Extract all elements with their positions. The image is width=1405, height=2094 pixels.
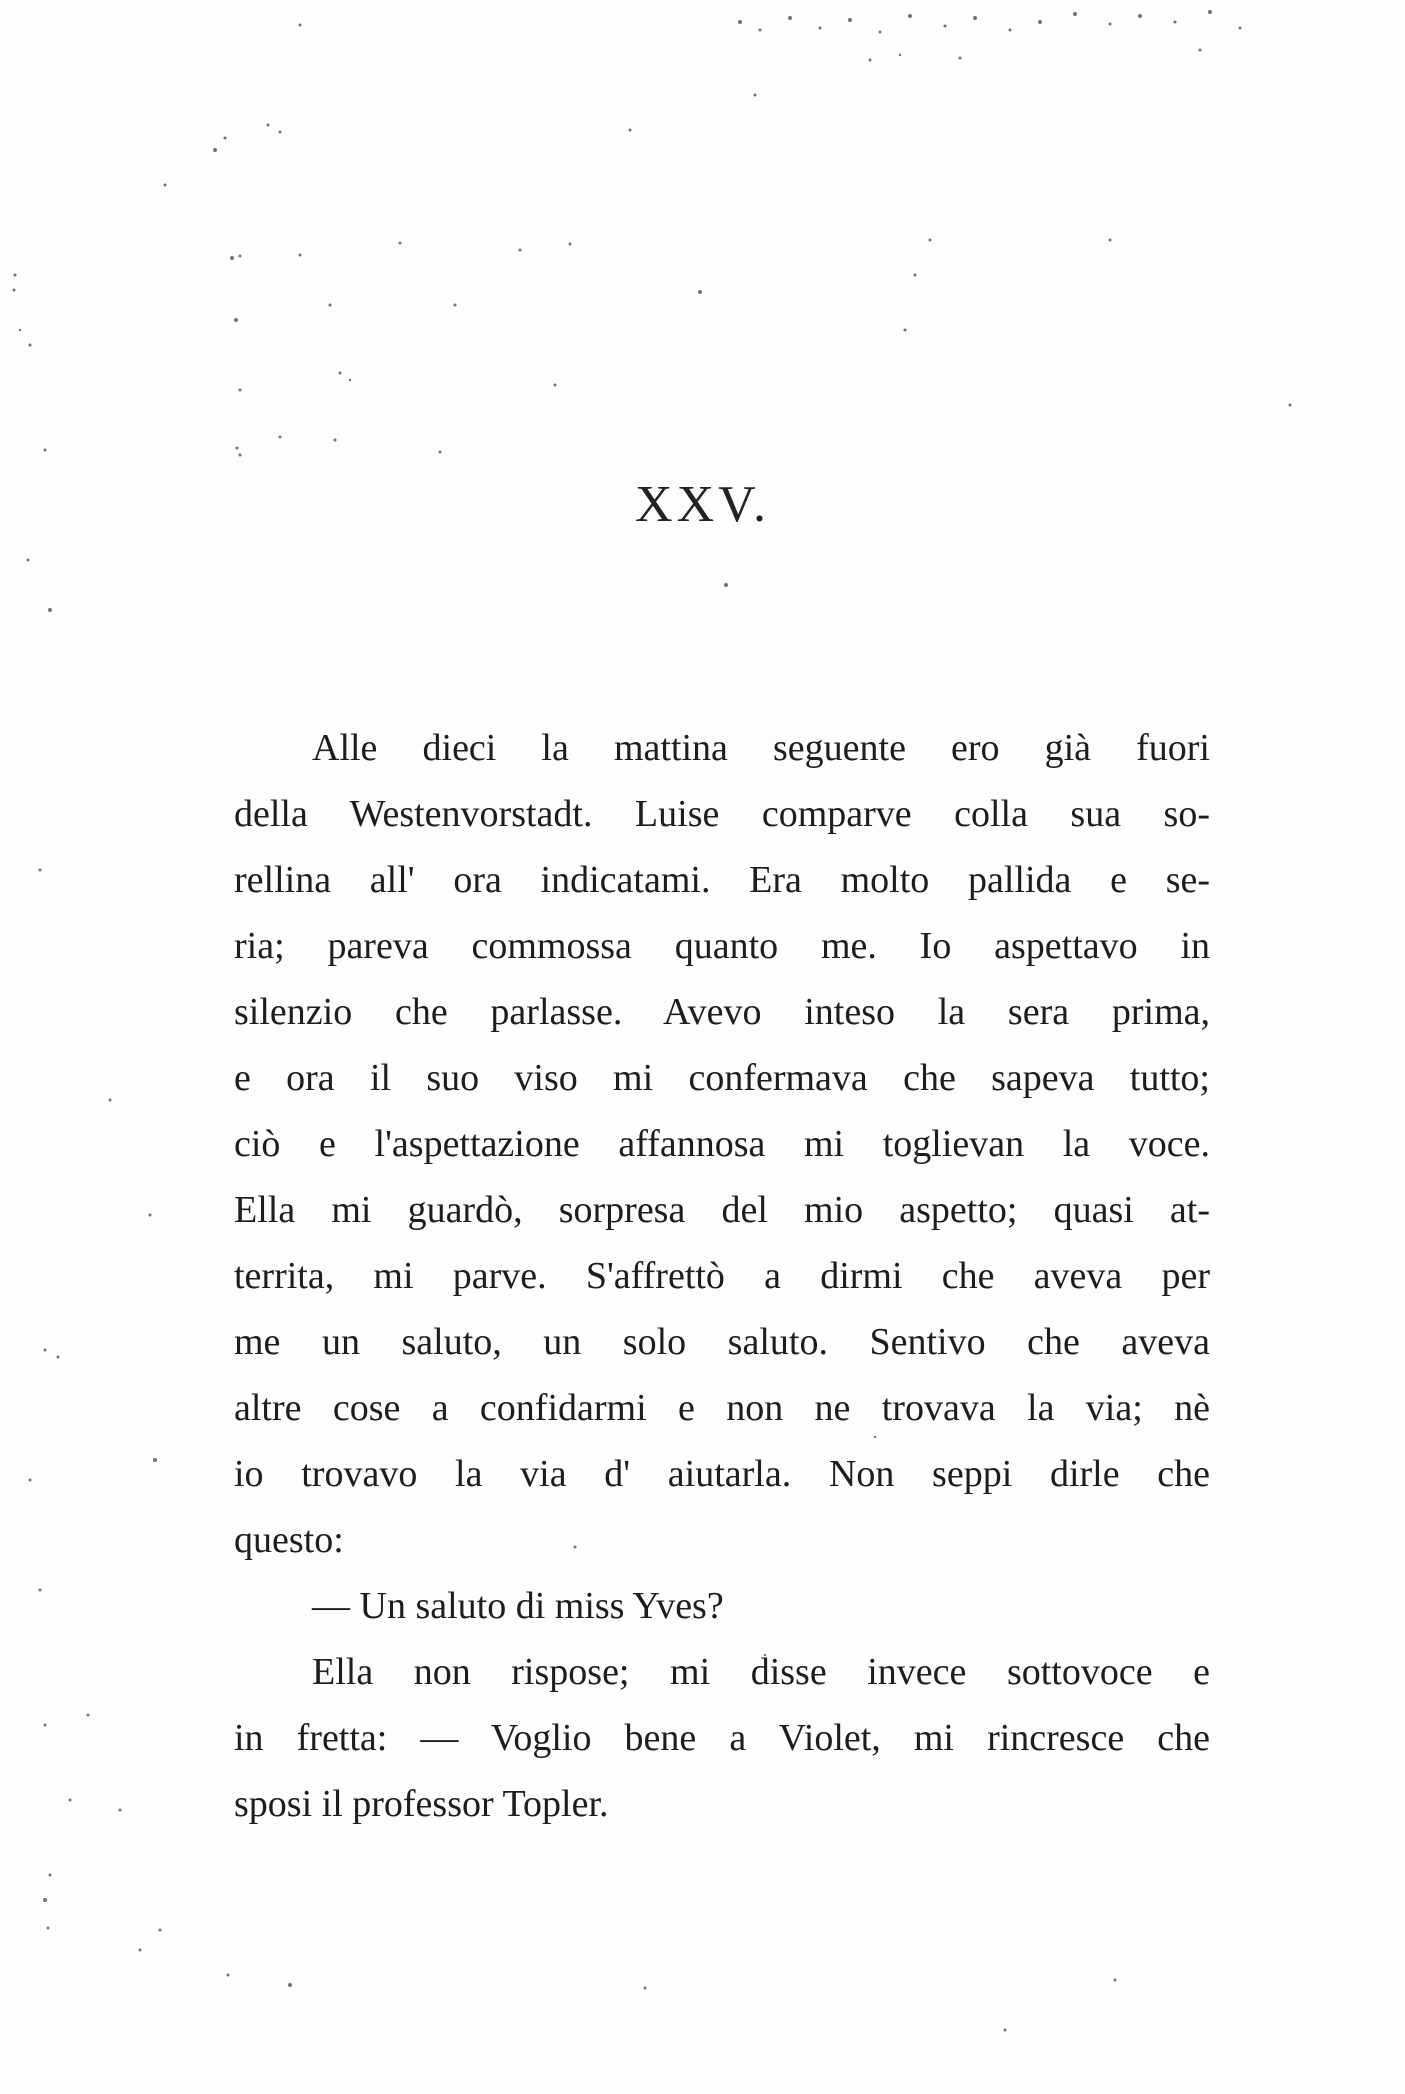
text-line: territa, mi parve. S'affrettò a dirmi che aveva per xyxy=(234,1255,1210,1297)
text-line: ciò e l'aspettazione affannosa mi toglievan la voce. xyxy=(234,1123,1210,1165)
text-line: ria; pareva commossa quanto me. Io aspettavo in xyxy=(234,925,1210,967)
text-line: rellina all' ora indicatami. Era molto pallida e se- xyxy=(234,859,1210,901)
chapter-heading: XXV. xyxy=(635,476,770,533)
text-line: io trovavo la via d' aiutarla. Non seppi dirle che xyxy=(234,1453,1210,1495)
text-line: Ella non rispose; mi disse invece sottovoce e xyxy=(312,1651,1210,1693)
text-line: questo: xyxy=(234,1519,344,1561)
text-line: altre cose a confidarmi e non ne trovava la via; nè xyxy=(234,1387,1210,1429)
text-line: sposi il professor Topler. xyxy=(234,1783,609,1825)
text-line: e ora il suo viso mi confermava che sapeva tutto; xyxy=(234,1057,1210,1099)
text-line: della Westenvorstadt. Luise comparve colla sua so- xyxy=(234,793,1210,835)
dialogue-line: — Un saluto di miss Yves? xyxy=(312,1585,724,1627)
text-line: silenzio che parlasse. Avevo inteso la sera prima, xyxy=(234,991,1210,1033)
text-line: me un saluto, un solo saluto. Sentivo che aveva xyxy=(234,1321,1210,1363)
text-line: Ella mi guardò, sorpresa del mio aspetto; quasi at- xyxy=(234,1189,1210,1231)
text-line: Alle dieci la mattina seguente ero già fuori xyxy=(312,727,1210,769)
text-line: in fretta: — Voglio bene a Violet, mi rincresce che xyxy=(234,1717,1210,1759)
